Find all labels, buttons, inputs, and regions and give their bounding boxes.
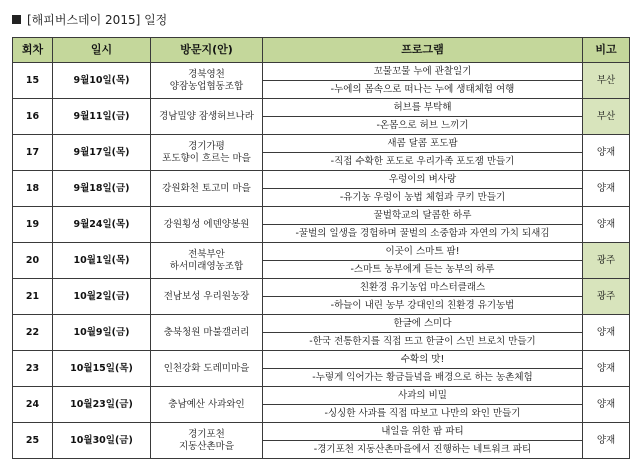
round-cell: 24 xyxy=(13,387,53,423)
program-title-cell: 친환경 유기농업 마스터클래스 xyxy=(263,279,583,297)
place-line: 경기포천 xyxy=(188,428,225,440)
page-title-row xyxy=(12,10,167,28)
place-cell xyxy=(151,99,263,135)
place-line: 강원횡성 에덴양봉원 xyxy=(163,218,250,230)
program-detail-cell: -꿀벌의 일생을 경험하며 꿀벌의 소중함과 자연의 가치 되새김 xyxy=(263,225,583,243)
program-detail-cell: -유기농 우렁이 농법 체험과 쿠키 만들기 xyxy=(263,189,583,207)
table-row xyxy=(13,423,630,441)
table-row xyxy=(13,63,630,81)
place-line: 포도향이 흐르는 마을 xyxy=(162,152,251,164)
header-program: 프로그램 xyxy=(263,38,583,63)
note-cell: 부산 xyxy=(583,63,630,99)
place-line: 인천강화 도레미마을 xyxy=(163,362,250,374)
round-cell: 23 xyxy=(13,351,53,387)
date-cell: 10월15일(목) xyxy=(53,351,151,387)
place-cell xyxy=(151,387,263,423)
program-title-cell: 사과의 비밀 xyxy=(263,387,583,405)
place-line: 충북청원 마불갤러리 xyxy=(163,326,250,338)
program-title-cell: 한글에 스미다 xyxy=(263,315,583,333)
header-date: 일시 xyxy=(53,38,151,63)
note-cell: 양재 xyxy=(583,315,630,351)
program-title-cell: 새콤 달콤 포도팜 xyxy=(263,135,583,153)
round-cell: 19 xyxy=(13,207,53,243)
schedule-body xyxy=(13,63,630,459)
program-detail-cell: -하늘이 내린 농부 강대인의 친환경 유기농법 xyxy=(263,297,583,315)
date-cell: 10월1일(목) xyxy=(53,243,151,279)
page-title: [해피버스데이 2015] 일정 xyxy=(27,12,168,27)
place-line: 경기가평 xyxy=(188,140,225,152)
program-detail-cell: -직접 수확한 포도로 우리가족 포도잼 만들기 xyxy=(263,153,583,171)
note-cell: 양재 xyxy=(583,387,630,423)
place-line: 경남밀양 잠생허브나라 xyxy=(159,110,254,122)
program-detail-cell: -누에의 몸속으로 떠나는 누에 생태체험 여행 xyxy=(263,81,583,99)
date-cell: 10월23일(금) xyxy=(53,387,151,423)
table-row xyxy=(13,207,630,225)
note-cell: 양재 xyxy=(583,171,630,207)
bullet-square-icon xyxy=(12,15,21,24)
date-cell: 9월11일(금) xyxy=(53,99,151,135)
program-detail-cell: -스마트 농부에게 듣는 농부의 하루 xyxy=(263,261,583,279)
program-title-cell: 우렁이의 벼사랑 xyxy=(263,171,583,189)
round-cell: 25 xyxy=(13,423,53,459)
place-line: 전남보성 우리원농장 xyxy=(163,290,250,302)
note-cell: 광주 xyxy=(583,279,630,315)
round-cell: 15 xyxy=(13,63,53,99)
table-header-row xyxy=(13,38,630,63)
date-cell: 9월18일(금) xyxy=(53,171,151,207)
program-title-cell: 꿀벌학교의 달콤한 하루 xyxy=(263,207,583,225)
date-cell: 9월24일(목) xyxy=(53,207,151,243)
program-detail-cell: -싱싱한 사과를 직접 따보고 나만의 와인 만들기 xyxy=(263,405,583,423)
place-line: 지동산촌마을 xyxy=(178,440,235,452)
date-cell: 9월10일(목) xyxy=(53,63,151,99)
program-detail-cell: -경기포천 지동산촌마을에서 진행하는 네트워크 파티 xyxy=(263,441,583,459)
note-cell: 광주 xyxy=(583,243,630,279)
date-cell: 10월30일(금) xyxy=(53,423,151,459)
program-title-cell: 이곳이 스마트 팜! xyxy=(263,243,583,261)
program-detail-cell: -온몸으로 허브 느끼기 xyxy=(263,117,583,135)
round-cell: 21 xyxy=(13,279,53,315)
table-row xyxy=(13,387,630,405)
place-cell xyxy=(151,135,263,171)
program-title-cell: 꼬물꼬물 누에 관찰일기 xyxy=(263,63,583,81)
table-row xyxy=(13,315,630,333)
header-place: 방문지(안) xyxy=(151,38,263,63)
table-row xyxy=(13,135,630,153)
place-cell xyxy=(151,279,263,315)
date-cell: 10월2일(금) xyxy=(53,279,151,315)
place-line: 경북영천 xyxy=(188,68,225,80)
round-cell: 18 xyxy=(13,171,53,207)
table-row xyxy=(13,99,630,117)
place-line: 양잠농업협동조합 xyxy=(169,80,244,92)
place-line: 전북부안 xyxy=(188,248,225,260)
header-note: 비고 xyxy=(583,38,630,63)
place-cell xyxy=(151,423,263,459)
note-cell: 양재 xyxy=(583,423,630,459)
table-row xyxy=(13,243,630,261)
table-row xyxy=(13,279,630,297)
note-cell: 양재 xyxy=(583,135,630,171)
note-cell: 양재 xyxy=(583,207,630,243)
date-cell: 10월9일(금) xyxy=(53,315,151,351)
place-cell xyxy=(151,207,263,243)
round-cell: 22 xyxy=(13,315,53,351)
program-detail-cell: -한국 전통한지를 직접 뜨고 한글이 스민 브로치 만들기 xyxy=(263,333,583,351)
note-cell: 부산 xyxy=(583,99,630,135)
table-row xyxy=(13,351,630,369)
header-round: 회차 xyxy=(13,38,53,63)
date-cell: 9월17일(목) xyxy=(53,135,151,171)
program-detail-cell: -누렇게 익어가는 황금들녘을 배경으로 하는 농촌체험 xyxy=(263,369,583,387)
place-cell xyxy=(151,171,263,207)
place-cell xyxy=(151,63,263,99)
place-line: 하서미래영농조합 xyxy=(169,260,244,272)
round-cell: 16 xyxy=(13,99,53,135)
note-cell: 양재 xyxy=(583,351,630,387)
place-cell xyxy=(151,243,263,279)
table-row xyxy=(13,171,630,189)
program-title-cell: 수확의 맛! xyxy=(263,351,583,369)
schedule-table xyxy=(12,37,630,459)
place-line: 충남예산 사과와인 xyxy=(168,398,245,410)
place-cell xyxy=(151,351,263,387)
round-cell: 20 xyxy=(13,243,53,279)
program-title-cell: 내일을 위한 팜 파티 xyxy=(263,423,583,441)
round-cell: 17 xyxy=(13,135,53,171)
place-cell xyxy=(151,315,263,351)
place-line: 강원화천 토고미 마을 xyxy=(162,182,251,194)
program-title-cell: 허브를 부탁해 xyxy=(263,99,583,117)
